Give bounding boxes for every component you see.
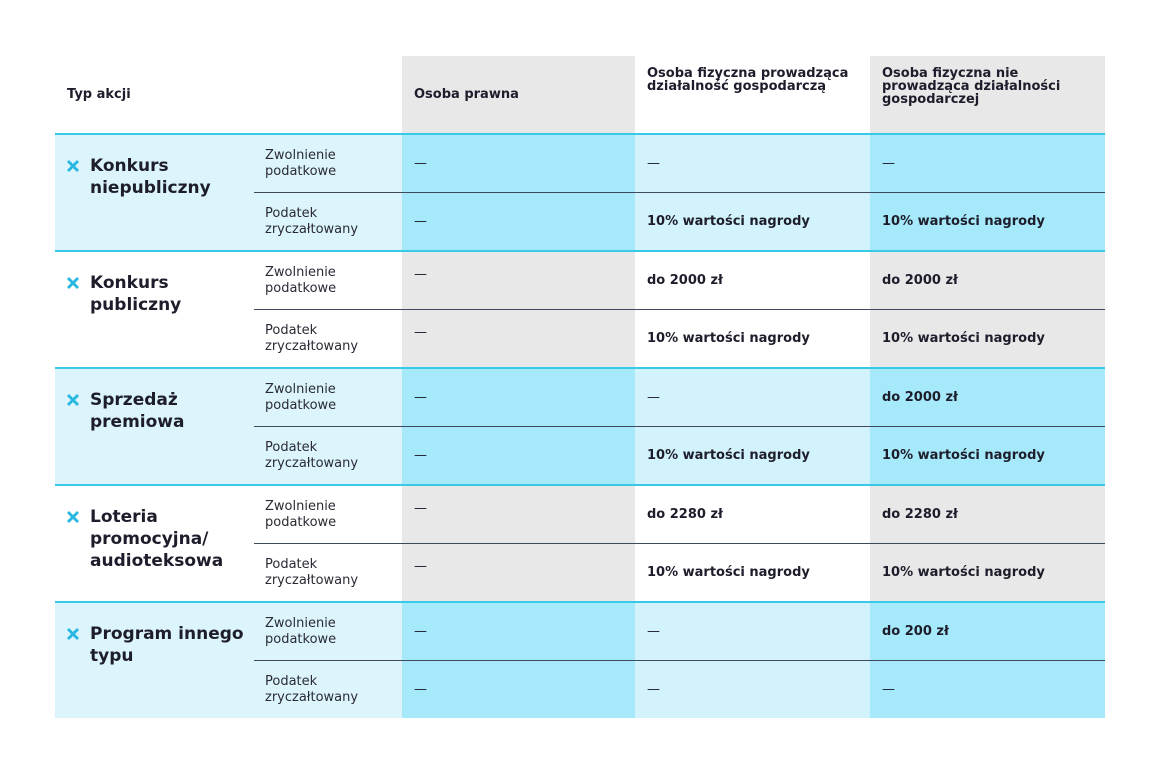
value-cell-legal-person xyxy=(402,251,635,310)
cell-value: 10% wartości nagrody xyxy=(647,564,810,580)
table-header-row xyxy=(55,56,1105,134)
tax-option-label: Zwolnienie podatkowe xyxy=(254,485,402,544)
cell-value: do 2280 zł xyxy=(882,506,958,522)
action-type-label-group xyxy=(66,389,246,433)
action-type-label-group xyxy=(66,155,246,199)
tax-option-label: Zwolnienie podatkowe xyxy=(254,602,402,661)
value-cell-private-person xyxy=(870,251,1105,310)
cell-value: do 2000 zł xyxy=(647,272,723,288)
value-cell-business-person xyxy=(635,544,870,603)
action-type-cell xyxy=(55,251,254,368)
cell-value: — xyxy=(882,155,895,171)
value-cell-legal-person xyxy=(402,602,635,661)
action-type-label-group xyxy=(66,623,246,667)
cell-value: — xyxy=(882,681,895,697)
cell-value: — xyxy=(414,558,427,574)
value-cell-private-person xyxy=(870,485,1105,544)
value-cell-private-person xyxy=(870,602,1105,661)
cell-value: — xyxy=(414,155,427,171)
value-cell-legal-person xyxy=(402,193,635,252)
value-cell-business-person xyxy=(635,427,870,486)
value-cell-business-person xyxy=(635,485,870,544)
x-mark-icon xyxy=(66,510,80,524)
cell-value: — xyxy=(414,324,427,340)
cell-value: do 2280 zł xyxy=(647,506,723,522)
value-cell-business-person xyxy=(635,193,870,252)
action-type-cell xyxy=(55,134,254,251)
value-cell-business-person xyxy=(635,602,870,661)
value-cell-legal-person xyxy=(402,485,635,544)
value-cell-business-person xyxy=(635,661,870,719)
value-cell-private-person xyxy=(870,661,1105,719)
tax-comparison-table-container xyxy=(55,56,1105,718)
header-legal-person: Osoba prawna xyxy=(402,56,635,134)
cell-value: 10% wartości nagrody xyxy=(882,213,1045,229)
tax-option-label: Podatek zryczałtowany xyxy=(254,544,402,603)
tax-option-label: Zwolnienie podatkowe xyxy=(254,368,402,427)
tax-option-label: Zwolnienie podatkowe xyxy=(254,134,402,193)
value-cell-legal-person xyxy=(402,544,635,603)
cell-value: 10% wartości nagrody xyxy=(882,330,1045,346)
cell-value: 10% wartości nagrody xyxy=(647,447,810,463)
cell-value: — xyxy=(414,213,427,229)
tax-comparison-table xyxy=(55,56,1105,718)
value-cell-legal-person xyxy=(402,368,635,427)
action-type-label: Sprzedaż premiowa xyxy=(90,390,185,432)
cell-value: — xyxy=(414,623,427,639)
tax-option-label: Podatek zryczałtowany xyxy=(254,661,402,719)
action-type-cell xyxy=(55,368,254,485)
cell-value: 10% wartości nagrody xyxy=(882,564,1045,580)
tax-option-label: Podatek zryczałtowany xyxy=(254,427,402,486)
action-type-label: Program innego typu xyxy=(90,624,244,666)
table-row xyxy=(55,251,1105,310)
action-type-label-group xyxy=(66,506,246,572)
tax-option-label: Podatek zryczałtowany xyxy=(254,310,402,369)
value-cell-legal-person xyxy=(402,661,635,719)
cell-value: 10% wartości nagrody xyxy=(647,213,810,229)
header-natural-person-business: Osoba fizyczna prowadząca działalność gospodarczą xyxy=(635,56,870,134)
action-type-cell xyxy=(55,602,254,718)
value-cell-private-person xyxy=(870,544,1105,603)
header-action-type: Typ akcji xyxy=(55,56,254,134)
cell-value: do 200 zł xyxy=(882,623,949,639)
header-natural-person-no-business: Osoba fizyczna nie prowadząca działalności gospodarczej xyxy=(870,56,1105,134)
cell-value: — xyxy=(414,500,427,516)
x-mark-icon xyxy=(66,393,80,407)
value-cell-business-person xyxy=(635,251,870,310)
header-spacer xyxy=(254,56,402,134)
cell-value: — xyxy=(647,623,660,639)
tax-option-label: Zwolnienie podatkowe xyxy=(254,251,402,310)
value-cell-private-person xyxy=(870,310,1105,369)
table-row xyxy=(55,134,1105,193)
action-type-label: Konkurs publiczny xyxy=(90,273,182,315)
value-cell-legal-person xyxy=(402,310,635,369)
action-type-label: Loteria promocyjna/ audioteksowa xyxy=(90,507,224,571)
table-body xyxy=(55,134,1105,718)
cell-value: — xyxy=(414,447,427,463)
table-row xyxy=(55,485,1105,544)
action-type-label-group xyxy=(66,272,246,316)
value-cell-private-person xyxy=(870,368,1105,427)
value-cell-legal-person xyxy=(402,134,635,193)
cell-value: do 2000 zł xyxy=(882,389,958,405)
value-cell-private-person xyxy=(870,134,1105,193)
value-cell-business-person xyxy=(635,368,870,427)
table-row xyxy=(55,602,1105,661)
cell-value: — xyxy=(414,266,427,282)
value-cell-private-person xyxy=(870,193,1105,252)
value-cell-business-person xyxy=(635,134,870,193)
cell-value: — xyxy=(647,681,660,697)
cell-value: 10% wartości nagrody xyxy=(647,330,810,346)
value-cell-business-person xyxy=(635,310,870,369)
cell-value: 10% wartości nagrody xyxy=(882,447,1045,463)
table-row xyxy=(55,368,1105,427)
cell-value: — xyxy=(414,681,427,697)
tax-option-label: Podatek zryczałtowany xyxy=(254,193,402,252)
x-mark-icon xyxy=(66,159,80,173)
action-type-cell xyxy=(55,485,254,602)
x-mark-icon xyxy=(66,627,80,641)
cell-value: — xyxy=(647,155,660,171)
value-cell-private-person xyxy=(870,427,1105,486)
cell-value: — xyxy=(647,389,660,405)
cell-value: — xyxy=(414,389,427,405)
x-mark-icon xyxy=(66,276,80,290)
cell-value: do 2000 zł xyxy=(882,272,958,288)
action-type-label: Konkurs niepubliczny xyxy=(90,156,211,198)
value-cell-legal-person xyxy=(402,427,635,486)
